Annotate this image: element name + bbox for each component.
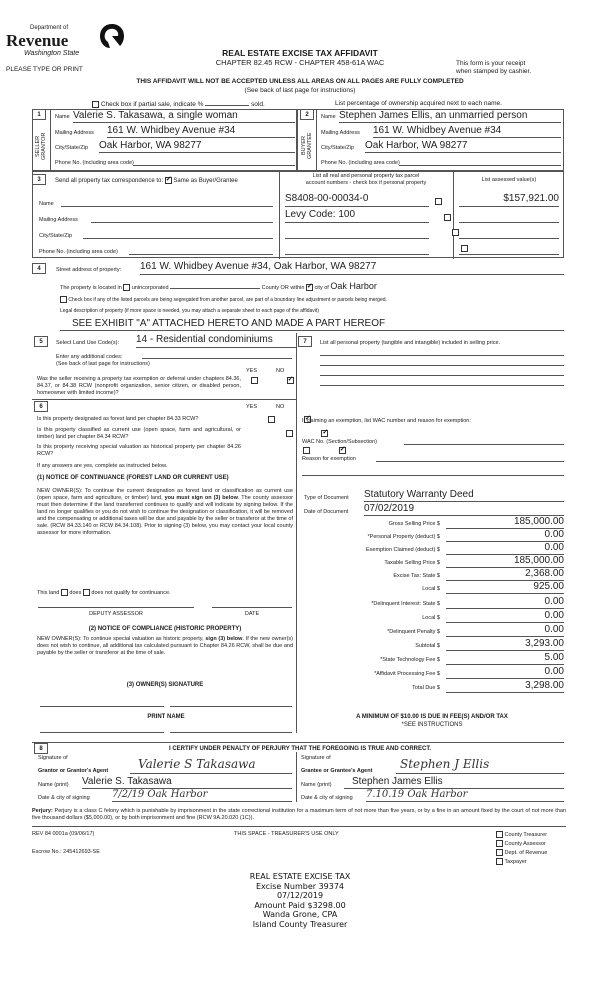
- certify-text: I CERTIFY UNDER PENALTY OF PERJURY THAT THE FOREGOING IS TRUE AND CORRECT.: [168, 746, 432, 752]
- partial-sale-row: [92, 99, 265, 108]
- logo-revenue-text: Revenue: [6, 31, 69, 50]
- legal-description-field[interactable]: SEE EXHIBIT "A" ATTACHED HERETO AND MADE A PART HEREOF: [60, 318, 564, 331]
- reason-label: Reason for exemption: [302, 456, 356, 462]
- wac-label: WAC No. (Section/Subsection): [302, 439, 377, 445]
- section-3-correspondence: [32, 171, 564, 258]
- historical-question: Is this property receiving special valuation as historical property per chapter 84.26 RCW?: [37, 444, 241, 457]
- seller-phone-field[interactable]: [133, 156, 295, 166]
- same-as-buyer-checkbox[interactable]: [165, 177, 172, 184]
- copy-taxpayer: Taxpayer: [496, 858, 547, 867]
- personal-property-line-4[interactable]: [320, 380, 564, 386]
- segregated-row: [60, 296, 387, 303]
- form-subtitle: CHAPTER 82.45 RCW - CHAPTER 458-61A WAC: [215, 58, 385, 67]
- assessed-value-4[interactable]: [459, 241, 559, 255]
- corr-phone-label: Phone No. (including area code): [39, 249, 118, 255]
- sold-label: sold.: [251, 101, 265, 108]
- parcel-row-4[interactable]: [285, 241, 429, 255]
- notice-2-body: NEW OWNER(S): To continue special valuation as historic property, sign (3) below. If the new owner(s) does not wish to continue, all additional tax calculated pursuant to Chapter 84.26 RCW, shall be due and payable by the seller or transferor at the time of sale.: [37, 636, 293, 656]
- logo-state-text: Washington State: [24, 50, 80, 57]
- fin-state-technology-fee: *State Technology Fee $ 5.00: [380, 652, 564, 663]
- deputy-date-line[interactable]: [212, 604, 292, 608]
- fin-personal-property: *Personal Property (deduct) $ 0.00: [367, 529, 564, 540]
- exemption-no-checkbox[interactable]: [287, 377, 294, 384]
- corr-phone-field[interactable]: [129, 244, 273, 255]
- stamp-excise-number: Excise Number 39374: [255, 881, 345, 891]
- personal-property-line-3[interactable]: [320, 370, 564, 376]
- additional-codes-field[interactable]: [142, 349, 292, 359]
- fin-delinquent-penalty: *Delinquent Penalty $ 0.00: [387, 624, 564, 635]
- parcel-row-3[interactable]: [285, 225, 429, 239]
- dor-logo: [6, 22, 126, 64]
- fin-subtotal: Subtotal $ 3,293.00: [415, 638, 564, 649]
- grantee-sig-label-2: Grantee or Grantee's Agent: [301, 768, 373, 774]
- city-of-label: city of: [314, 285, 329, 291]
- yes-header-5: YES: [246, 368, 258, 374]
- seller-city-field[interactable]: Oak Harbor, WA 98277: [99, 140, 295, 153]
- fin-excise-local: Local $ 925.00: [422, 581, 564, 592]
- buyer-address-field[interactable]: 161 W. Whidbey Avenue #34: [373, 125, 561, 138]
- fin-affidavit-processing-fee: *Affidavit Processing Fee $ 0.00: [374, 666, 564, 677]
- owner-signature-line-1[interactable]: [40, 703, 164, 707]
- qualify-does-not-checkbox[interactable]: [83, 589, 90, 596]
- buyer-phone-field[interactable]: [399, 156, 561, 166]
- seller-address-field[interactable]: 161 W. Whidbey Avenue #34: [107, 125, 295, 138]
- grantor-sig-label-2: Grantor or Grantor's Agent: [38, 768, 109, 774]
- assessed-header: List assessed value(s): [481, 177, 537, 183]
- fin-excise-state: Excise Tax: State $ 2,368.00: [393, 568, 564, 579]
- seller-address-label: Mailing Address: [55, 130, 94, 136]
- land-use-field[interactable]: 14 - Residential condominiums: [136, 334, 296, 348]
- notice-1-body: NEW OWNER(S): To continue the current designation as forest land or classification as current use (open space, farm and agriculture, or timber) land, you must sign on (3) below. The county assessor must then determine if the land transferred continues to qualify and will indicate by signing below. If the land no longer qualifies or you do not wish to continue the designation or classification, it will be removed and the compensating or additional taxes will be due and payable by the seller or transferor at the time of sale. (RCW 84.33.140 or RCW 84.34.108). Prior to signing (3) below, you may contact your local county assessor for more information.: [37, 488, 294, 536]
- street-address-label: Street address of property:: [56, 267, 122, 273]
- see-instructions-note: *SEE INSTRUCTIONS: [401, 722, 463, 728]
- no-header-5: NO: [276, 368, 285, 374]
- grantee-date-label: Date & city of signing: [301, 795, 353, 801]
- city-field[interactable]: Oak Harbor: [330, 281, 377, 291]
- additional-codes-note: (See back of last page for instructions): [56, 361, 150, 367]
- warning-text: THIS AFFIDAVIT WILL NOT BE ACCEPTED UNLESS ALL AREAS ON ALL PAGES ARE FULLY COMPLETED: [136, 78, 464, 85]
- fin-exemption-claimed: Exemption Claimed (deduct) $ 0.00: [366, 542, 564, 553]
- current-use-no-checkbox[interactable]: [321, 430, 328, 437]
- grantee-name-label: Name (print): [301, 782, 332, 788]
- owner-signature-line-2[interactable]: [170, 703, 292, 707]
- send-correspondence-label: Send all property tax correspondence to:: [55, 178, 164, 185]
- corr-address-label: Mailing Address: [39, 217, 78, 223]
- stamp-treasurer-name: Wanda Grone, CPA: [262, 910, 338, 919]
- receipt-note-2: when stamped by cashier.: [456, 68, 532, 75]
- corr-name-field[interactable]: [61, 196, 273, 207]
- assessed-value-3[interactable]: [459, 225, 559, 239]
- buyer-name-label: Name: [321, 114, 336, 120]
- current-use-yes-checkbox[interactable]: [286, 430, 293, 437]
- forest-land-yes-checkbox[interactable]: [268, 416, 275, 423]
- escrow-number: Escrow No.: 245412693-SE: [32, 849, 100, 855]
- grantee-date-field[interactable]: 7.10.19 Oak Harbor: [366, 789, 564, 802]
- buyer-city-field[interactable]: Oak Harbor, WA 98277: [365, 140, 561, 153]
- grantor-signature: Valerie S Takasawa: [138, 757, 256, 771]
- owner-signature-label: (3) OWNER(S) SIGNATURE: [126, 682, 204, 688]
- grantee-signature-field[interactable]: [396, 757, 564, 774]
- parcel-1-personal-checkbox[interactable]: [435, 198, 442, 205]
- unincorporated-checkbox[interactable]: [123, 284, 130, 291]
- section-7-number: 7: [298, 336, 312, 347]
- county-field[interactable]: [170, 283, 260, 289]
- legal-description-label: Legal description of property (if more space is needed, you may attach a separate sheet to each page of the affidavit): [60, 308, 319, 314]
- city-checkbox[interactable]: [306, 284, 313, 291]
- fin-total-due: Total Due $ 3,298.00: [412, 680, 564, 691]
- exemption-intro: If claiming an exemption, list WAC number and reason for exemption:: [302, 418, 471, 424]
- fin-gross-selling-price: Gross Selling Price $ 185,000.00: [388, 516, 564, 527]
- seller-grantor-label: SELLER GRANTOR: [35, 132, 47, 160]
- section-3-number: 3: [32, 174, 46, 185]
- section-2-number: 2: [300, 109, 314, 120]
- doc-date-field[interactable]: 07/02/2019: [364, 503, 564, 516]
- send-correspondence-row: [55, 177, 238, 184]
- partial-sale-percent-field[interactable]: [205, 99, 249, 106]
- section-5-number: 5: [34, 336, 48, 347]
- deputy-assessor-label: DEPUTY ASSESSOR: [89, 611, 143, 617]
- current-use-question: Is this property classified as current use (open space, farm and agricultural, or timber) land per chapter 84.34 RCW?: [37, 427, 241, 440]
- wac-field[interactable]: [404, 435, 564, 445]
- section-1-seller: [32, 109, 296, 171]
- deputy-assessor-line[interactable]: [38, 604, 194, 608]
- grantor-name-field[interactable]: Valerie S. Takasawa: [82, 776, 292, 789]
- section-4-number: 4: [32, 263, 46, 274]
- buyer-grantee-label: BUYER GRANTEE: [301, 132, 313, 160]
- parcel-header: List all real and personal property tax parcel account numbers - check box if personal property: [305, 173, 427, 186]
- section-8-number: 8: [34, 743, 48, 754]
- section-6-number: 6: [34, 401, 48, 412]
- section-2-buyer: [296, 109, 564, 171]
- dor-emblem-icon: [98, 22, 126, 50]
- print-name-line-1[interactable]: [40, 729, 164, 733]
- doc-type-field[interactable]: Statutory Warranty Deed: [364, 489, 564, 502]
- street-address-field[interactable]: 161 W. Whidbey Avenue #34, Oak Harbor, WA 98277: [140, 261, 564, 275]
- treasurer-use-label: THIS SPACE - TREASURER'S USE ONLY: [234, 831, 339, 837]
- qualify-does-checkbox[interactable]: [61, 589, 68, 596]
- grantee-sig-label-1: Signature of: [301, 755, 331, 761]
- partial-sale-checkbox[interactable]: [92, 101, 99, 108]
- ownership-note: List percentage of ownership acquired next to each name.: [335, 100, 502, 107]
- seller-phone-label: Phone No. (including area code): [55, 160, 134, 166]
- stamp-amount-paid: Amount Paid $3298.00: [254, 900, 346, 910]
- grantor-name-label: Name (print): [38, 782, 69, 788]
- fin-delinquent-interest-state: *Delinquent Interest: State $ 0.00: [371, 596, 564, 607]
- buyer-name-field[interactable]: Stephen James Ellis, an unmarried person: [339, 110, 561, 123]
- segregated-checkbox[interactable]: [60, 296, 67, 303]
- see-back-text: (See back of last page for instructions): [244, 87, 356, 94]
- left-column-border: [296, 333, 297, 733]
- section-1-number: 1: [32, 109, 46, 120]
- copy-county-treasurer: County Treasurer: [496, 831, 547, 840]
- seller-name-field[interactable]: Valerie S. Takasawa, a single woman: [73, 110, 295, 123]
- same-as-buyer-label: Same as Buyer/Grantee: [173, 178, 238, 185]
- doc-date-label: Date of Document: [304, 509, 349, 515]
- personal-property-line-2[interactable]: [320, 360, 564, 366]
- doc-type-label: Type of Document: [304, 495, 349, 501]
- exemption-question: Was the seller receiving a property tax exemption or deferral under chapters 84.36, 84.37, or 84.38 RCW (nonprofit organization, senior citizen, or disabled person, homeowner with limited income)?: [37, 376, 241, 396]
- grantor-sig-label-1: Signature of: [38, 755, 68, 761]
- grantor-signature-field[interactable]: [130, 757, 292, 774]
- segregated-label: Check box if any of the listed parcels are being segregated from another parcel, are part of a boundary line adjustment or parcels being merged.: [68, 296, 387, 303]
- notice-2-title: (2) NOTICE OF COMPLIANCE (HISTORIC PROPERTY): [88, 626, 242, 632]
- parcel-2-personal-checkbox[interactable]: [444, 214, 451, 221]
- grantor-date-field[interactable]: 7/2/19 Oak Harbor: [112, 789, 292, 802]
- assessed-value-2[interactable]: [459, 209, 559, 223]
- receipt-note-1: This form is your receipt: [456, 60, 526, 67]
- property-location-row: [60, 281, 377, 291]
- corr-city-label: City/State/Zip: [39, 233, 73, 239]
- no-header-6: NO: [276, 404, 285, 410]
- rev-number: REV 84 0001a (09/06/17): [32, 831, 95, 837]
- land-use-label: Select Land Use Code(s):: [56, 340, 119, 346]
- unincorporated-label: unincorporated: [131, 285, 169, 291]
- personal-property-line-1[interactable]: [320, 350, 564, 356]
- seller-city-label: City/State/Zip: [55, 145, 89, 151]
- grantee-name-field[interactable]: Stephen James Ellis: [344, 776, 564, 789]
- partial-sale-label: Check box if partial sale, indicate %: [100, 101, 204, 108]
- notice-1-title: (1) NOTICE OF CONTINUANCE (FOREST LAND OR CURRENT USE): [37, 475, 229, 481]
- print-name-label: PRINT NAME: [147, 714, 185, 720]
- reason-field[interactable]: [376, 452, 564, 462]
- treasurer-stamp: [200, 872, 400, 929]
- yes-header-6: YES: [246, 404, 258, 410]
- corr-city-field[interactable]: [83, 228, 273, 239]
- located-in-label: The property is located in: [60, 285, 122, 291]
- forest-land-question: Is this property designated as forest land per chapter 84.33 RCW?: [37, 416, 199, 422]
- fin-taxable-selling-price: Taxable Selling Price $ 185,000.00: [384, 555, 564, 566]
- buyer-address-label: Mailing Address: [321, 130, 360, 136]
- grantee-signature: Stephen J Ellis: [400, 757, 490, 771]
- assessed-value-1[interactable]: $157,921.00: [459, 193, 559, 207]
- personal-property-label: List all personal property (tangible and intangible) included in selling price.: [320, 340, 501, 346]
- stamp-treasurer-title: Island County Treasurer: [252, 919, 348, 929]
- if-yes-note: If any answers are yes, complete as instructed below.: [37, 463, 168, 469]
- buyer-city-label: City/State/Zip: [321, 145, 355, 151]
- logo-dept-text: Department of: [30, 25, 69, 31]
- copy-distribution: [496, 831, 547, 867]
- fin-delinquent-interest-local: Local $ 0.00: [422, 610, 564, 621]
- reason-field-2[interactable]: [302, 466, 564, 476]
- parcel-row-2[interactable]: Levy Code: 100: [285, 209, 429, 223]
- corr-name-label: Name: [39, 201, 54, 207]
- stamp-line-1: REAL ESTATE EXCISE TAX: [249, 872, 351, 881]
- copy-dept-revenue: Dept. of Revenue: [496, 849, 547, 858]
- print-name-line-2[interactable]: [170, 729, 292, 733]
- qualify-row: This land does does not qualify for continuance.: [37, 589, 171, 596]
- copy-county-assessor: County Assessor: [496, 840, 547, 849]
- county-or-label: County OR within: [261, 285, 305, 291]
- corr-address-field[interactable]: [91, 212, 273, 223]
- exemption-yes-checkbox[interactable]: [251, 377, 258, 384]
- additional-codes-label: Enter any additional codes:: [56, 354, 123, 360]
- form-title: REAL ESTATE EXCISE TAX AFFIDAVIT: [222, 48, 378, 58]
- deputy-date-label: DATE: [244, 611, 260, 617]
- parcel-row-1[interactable]: S8408-00-00034-0: [285, 193, 429, 207]
- minimum-due-note: A MINIMUM OF $10.00 IS DUE IN FEE(S) AND/OR TAX: [356, 714, 508, 720]
- seller-name-label: Name: [55, 114, 70, 120]
- stamp-date: 07/12/2019: [276, 891, 324, 900]
- please-type-text: PLEASE TYPE OR PRINT: [6, 66, 83, 73]
- historical-no-checkbox[interactable]: [339, 447, 346, 454]
- perjury-note: Perjury: Perjury is a class C felony which is punishable by imprisonment in the state correctional institution for a maximum term of not more than five years, or by a fine in an amount fixed by the court of not more than five thousand dollars ($5,000.00), or by both imprisonment and fine (RCW 9A.20.020 (1C)).: [32, 808, 567, 821]
- historical-yes-checkbox[interactable]: [303, 447, 310, 454]
- buyer-phone-label: Phone No. (including area code): [321, 160, 400, 166]
- grantor-date-label: Date & city of signing: [38, 795, 90, 801]
